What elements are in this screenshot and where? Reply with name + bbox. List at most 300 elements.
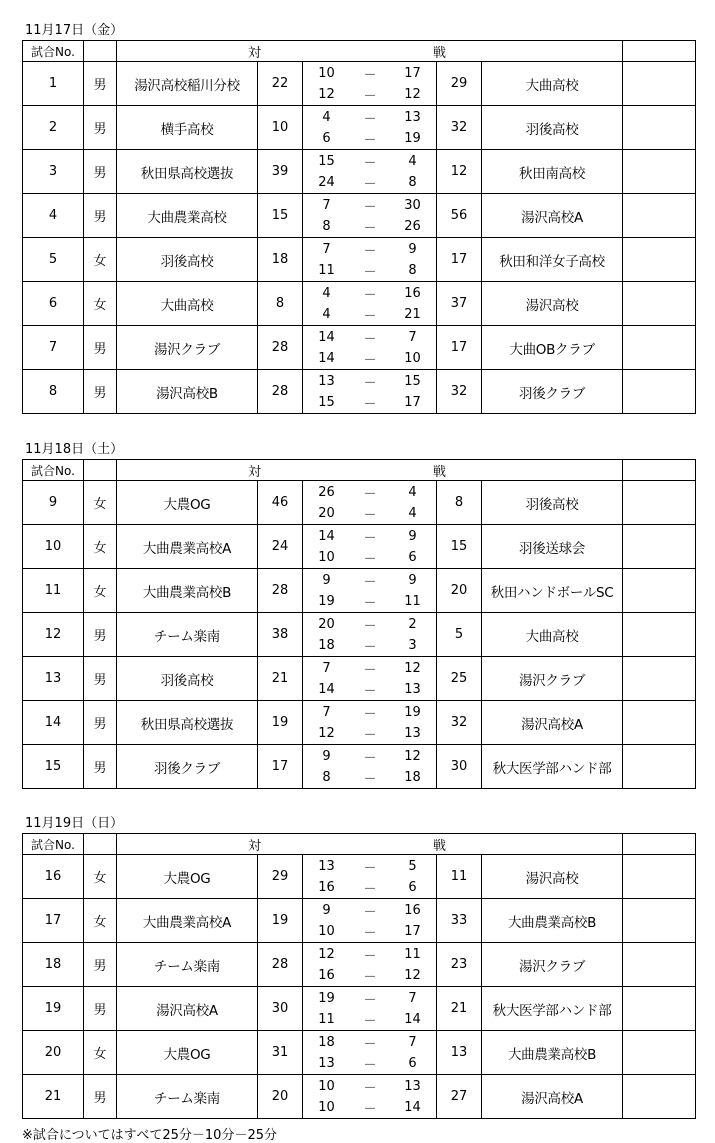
match-row (23, 62, 696, 106)
dash: － (363, 574, 377, 590)
away-team: 羽後送球会 (482, 525, 623, 569)
gender: 男 (84, 943, 117, 987)
away-team: 秋大医学部ハンド部 (482, 987, 623, 1031)
away-team: 秋田和洋女子高校 (482, 238, 623, 282)
away-score: 37 (437, 282, 482, 326)
home-score: 29 (258, 855, 303, 899)
second-half-score (303, 392, 436, 413)
half-away-score: 7 (408, 990, 417, 1006)
day-title: 11月18日（土） (25, 442, 124, 457)
home-score: 10 (258, 106, 303, 150)
home-team: 大農OG (117, 855, 258, 899)
half-home-score: 26 (318, 484, 335, 500)
half-home-score: 18 (318, 637, 335, 653)
half-home-score: 13 (318, 1055, 335, 1071)
half-away-score: 16 (404, 902, 421, 918)
match-no: 12 (23, 613, 84, 657)
away-team: 大曲高校 (482, 62, 623, 106)
gender: 男 (84, 370, 117, 414)
dash: － (363, 220, 377, 236)
match-row (23, 194, 696, 238)
away-score: 30 (437, 745, 482, 789)
dash: － (363, 683, 377, 699)
second-half-score (303, 1053, 436, 1074)
away-team: 湯沢高校A (482, 701, 623, 745)
half-home-score: 13 (318, 373, 335, 389)
dash: － (363, 132, 377, 148)
half-home-score: 15 (318, 394, 335, 410)
away-team: 羽後高校 (482, 481, 623, 525)
half-home-score: 8 (322, 769, 331, 785)
dash: － (363, 507, 377, 523)
half-scores (303, 943, 437, 987)
match-row (23, 701, 696, 745)
away-score: 23 (437, 943, 482, 987)
day-section (22, 815, 695, 1119)
dash: － (363, 750, 377, 766)
half-away-score: 13 (404, 681, 421, 697)
footnote: ※試合についてはすべて25分－10分－25分 (22, 1128, 277, 1143)
home-team: 大農OG (117, 1031, 258, 1075)
home-team: 大曲高校 (117, 282, 258, 326)
half-home-score: 10 (318, 549, 335, 565)
half-scores (303, 106, 437, 150)
header-vs (117, 460, 623, 481)
gender: 男 (84, 701, 117, 745)
header-vs-right: 戦 (433, 465, 447, 480)
home-score: 28 (258, 370, 303, 414)
dash: － (363, 1057, 377, 1073)
half-scores (303, 62, 437, 106)
half-home-score: 12 (318, 946, 335, 962)
half-away-score: 6 (408, 549, 417, 565)
home-score: 8 (258, 282, 303, 326)
second-half-score (303, 635, 436, 656)
half-home-score: 12 (318, 86, 335, 102)
match-no: 17 (23, 899, 84, 943)
half-away-score: 8 (408, 262, 417, 278)
second-half-score (303, 921, 436, 942)
half-away-score: 4 (408, 505, 417, 521)
header-vs-left: 対 (248, 46, 262, 61)
dash: － (363, 551, 377, 567)
header-row (23, 834, 696, 855)
half-scores (303, 569, 437, 613)
half-scores (303, 1075, 437, 1119)
half-scores (303, 370, 437, 414)
remarks (623, 525, 696, 569)
gender: 男 (84, 150, 117, 194)
home-team: 湯沢高校稲川分校 (117, 62, 258, 106)
schedule-table (22, 40, 696, 414)
half-away-score: 15 (404, 373, 421, 389)
dash: － (363, 396, 377, 412)
home-team: 大曲農業高校 (117, 194, 258, 238)
second-half-score (303, 1097, 436, 1118)
home-team: 羽後クラブ (117, 745, 258, 789)
half-home-score: 13 (318, 858, 335, 874)
dash: － (363, 618, 377, 634)
first-half-score (303, 658, 436, 679)
half-away-score: 9 (408, 528, 417, 544)
away-team: 羽後クラブ (482, 370, 623, 414)
away-team: 湯沢高校A (482, 1075, 623, 1119)
half-home-score: 9 (322, 902, 331, 918)
away-score: 5 (437, 613, 482, 657)
gender: 男 (84, 745, 117, 789)
half-scores (303, 987, 437, 1031)
home-score: 15 (258, 194, 303, 238)
match-row (23, 569, 696, 613)
first-half-score (303, 746, 436, 767)
half-away-score: 11 (404, 946, 421, 962)
match-no: 19 (23, 987, 84, 1031)
away-team: 湯沢クラブ (482, 943, 623, 987)
match-row (23, 899, 696, 943)
second-half-score (303, 304, 436, 325)
match-no: 8 (23, 370, 84, 414)
remarks (623, 238, 696, 282)
first-half-score (303, 944, 436, 965)
first-half-score (303, 988, 436, 1009)
home-team: 大曲農業高校A (117, 525, 258, 569)
half-scores (303, 1031, 437, 1075)
half-scores (303, 657, 437, 701)
dash: － (363, 199, 377, 215)
half-away-score: 9 (408, 241, 417, 257)
half-scores (303, 745, 437, 789)
second-half-score (303, 172, 436, 193)
dash: － (363, 530, 377, 546)
away-score: 8 (437, 481, 482, 525)
remarks (623, 657, 696, 701)
half-scores (303, 150, 437, 194)
half-away-score: 26 (404, 218, 421, 234)
away-score: 32 (437, 106, 482, 150)
match-row (23, 1075, 696, 1119)
away-team: 大曲農業高校B (482, 1031, 623, 1075)
header-blank (84, 460, 117, 481)
second-half-score (303, 591, 436, 612)
home-team: 羽後高校 (117, 657, 258, 701)
half-away-score: 11 (404, 593, 421, 609)
gender: 女 (84, 1031, 117, 1075)
half-home-score: 15 (318, 153, 335, 169)
home-team: 大曲農業高校A (117, 899, 258, 943)
remarks (623, 943, 696, 987)
half-scores (303, 613, 437, 657)
dash: － (363, 771, 377, 787)
home-team: チーム楽南 (117, 943, 258, 987)
half-away-score: 12 (404, 748, 421, 764)
home-team: 大曲農業高校B (117, 569, 258, 613)
away-score: 17 (437, 326, 482, 370)
second-half-score (303, 679, 436, 700)
home-score: 28 (258, 326, 303, 370)
away-score: 13 (437, 1031, 482, 1075)
half-away-score: 4 (408, 153, 417, 169)
away-team: 大曲農業高校B (482, 899, 623, 943)
half-away-score: 6 (408, 1055, 417, 1071)
half-home-score: 14 (318, 528, 335, 544)
remarks (623, 899, 696, 943)
half-away-score: 12 (404, 660, 421, 676)
home-score: 38 (258, 613, 303, 657)
dash: － (363, 595, 377, 611)
home-score: 46 (258, 481, 303, 525)
half-away-score: 5 (408, 858, 417, 874)
gender: 男 (84, 194, 117, 238)
half-away-score: 8 (408, 174, 417, 190)
first-half-score (303, 702, 436, 723)
half-away-score: 17 (404, 394, 421, 410)
half-away-score: 10 (404, 350, 421, 366)
away-score: 21 (437, 987, 482, 1031)
header-vs-right: 戦 (433, 46, 447, 61)
away-score: 25 (437, 657, 482, 701)
match-no: 13 (23, 657, 84, 701)
dash: － (363, 331, 377, 347)
home-team: チーム楽南 (117, 613, 258, 657)
half-home-score: 8 (322, 218, 331, 234)
match-no: 16 (23, 855, 84, 899)
half-away-score: 12 (404, 967, 421, 983)
gender: 男 (84, 657, 117, 701)
dash: － (363, 948, 377, 964)
match-row (23, 943, 696, 987)
remarks (623, 569, 696, 613)
away-team: 湯沢クラブ (482, 657, 623, 701)
day-section (22, 441, 695, 789)
half-home-score: 11 (318, 262, 335, 278)
home-score: 19 (258, 899, 303, 943)
half-away-score: 19 (404, 704, 421, 720)
away-score: 56 (437, 194, 482, 238)
first-half-score (303, 570, 436, 591)
remarks (623, 62, 696, 106)
second-half-score (303, 348, 436, 369)
gender: 女 (84, 238, 117, 282)
match-row (23, 370, 696, 414)
away-score: 15 (437, 525, 482, 569)
first-half-score (303, 371, 436, 392)
match-no: 14 (23, 701, 84, 745)
dash: － (363, 969, 377, 985)
half-away-score: 16 (404, 285, 421, 301)
day-title: 11月19日（日） (25, 816, 124, 831)
away-team: 秋大医学部ハンド部 (482, 745, 623, 789)
half-scores (303, 326, 437, 370)
dash: － (363, 727, 377, 743)
dash: － (363, 287, 377, 303)
match-row (23, 657, 696, 701)
match-row (23, 987, 696, 1031)
dash: － (363, 243, 377, 259)
half-home-score: 14 (318, 329, 335, 345)
remarks (623, 701, 696, 745)
home-team: 秋田県高校選抜 (117, 701, 258, 745)
second-half-score (303, 547, 436, 568)
remarks (623, 745, 696, 789)
match-no: 11 (23, 569, 84, 613)
dash: － (363, 639, 377, 655)
match-row (23, 525, 696, 569)
match-no: 1 (23, 62, 84, 106)
half-home-score: 10 (318, 923, 335, 939)
away-score: 20 (437, 569, 482, 613)
dash: － (363, 1013, 377, 1029)
half-home-score: 19 (318, 593, 335, 609)
remarks (623, 150, 696, 194)
first-half-score (303, 239, 436, 260)
home-score: 39 (258, 150, 303, 194)
match-row (23, 613, 696, 657)
gender: 男 (84, 106, 117, 150)
remarks (623, 370, 696, 414)
dash: － (363, 1036, 377, 1052)
dash: － (363, 111, 377, 127)
header-row (23, 41, 696, 62)
match-row (23, 855, 696, 899)
half-home-score: 6 (322, 130, 331, 146)
gender: 女 (84, 282, 117, 326)
dash: － (363, 155, 377, 171)
half-away-score: 18 (404, 769, 421, 785)
second-half-score (303, 965, 436, 986)
match-row (23, 106, 696, 150)
schedule-table (22, 833, 696, 1119)
away-score: 29 (437, 62, 482, 106)
remarks (623, 326, 696, 370)
first-half-score (303, 195, 436, 216)
first-half-score (303, 107, 436, 128)
half-scores (303, 282, 437, 326)
dash: － (363, 176, 377, 192)
dash: － (363, 308, 377, 324)
second-half-score (303, 260, 436, 281)
dash: － (363, 662, 377, 678)
gender: 女 (84, 855, 117, 899)
home-score: 28 (258, 569, 303, 613)
match-no: 20 (23, 1031, 84, 1075)
first-half-score (303, 526, 436, 547)
dash: － (363, 992, 377, 1008)
half-away-score: 7 (408, 329, 417, 345)
half-home-score: 9 (322, 572, 331, 588)
match-no: 21 (23, 1075, 84, 1119)
home-team: 羽後高校 (117, 238, 258, 282)
first-half-score (303, 283, 436, 304)
half-away-score: 12 (404, 86, 421, 102)
match-row (23, 150, 696, 194)
half-home-score: 7 (322, 704, 331, 720)
dash: － (363, 1101, 377, 1117)
dash: － (363, 67, 377, 83)
half-home-score: 4 (322, 109, 331, 125)
remarks (623, 106, 696, 150)
header-match-no: 試合No. (23, 460, 84, 481)
first-half-score (303, 482, 436, 503)
dash: － (363, 375, 377, 391)
first-half-score (303, 327, 436, 348)
away-team: 大曲OBクラブ (482, 326, 623, 370)
away-team: 湯沢高校A (482, 194, 623, 238)
match-no: 2 (23, 106, 84, 150)
half-away-score: 9 (408, 572, 417, 588)
second-half-score (303, 128, 436, 149)
second-half-score (303, 503, 436, 524)
remarks (623, 613, 696, 657)
match-row (23, 238, 696, 282)
gender: 女 (84, 899, 117, 943)
remarks (623, 194, 696, 238)
half-home-score: 10 (318, 1099, 335, 1115)
match-no: 10 (23, 525, 84, 569)
match-no: 18 (23, 943, 84, 987)
dash: － (363, 486, 377, 502)
match-no: 6 (23, 282, 84, 326)
away-team: 羽後高校 (482, 106, 623, 150)
second-half-score (303, 84, 436, 105)
away-score: 27 (437, 1075, 482, 1119)
gender: 女 (84, 525, 117, 569)
away-score: 32 (437, 701, 482, 745)
home-score: 21 (258, 657, 303, 701)
match-no: 3 (23, 150, 84, 194)
first-half-score (303, 1076, 436, 1097)
match-row (23, 745, 696, 789)
half-home-score: 20 (318, 505, 335, 521)
half-home-score: 20 (318, 616, 335, 632)
half-home-score: 4 (322, 306, 331, 322)
home-score: 30 (258, 987, 303, 1031)
away-team: 秋田南高校 (482, 150, 623, 194)
half-away-score: 13 (404, 725, 421, 741)
away-score: 17 (437, 238, 482, 282)
first-half-score (303, 1032, 436, 1053)
home-team: 秋田県高校選抜 (117, 150, 258, 194)
half-home-score: 10 (318, 1078, 335, 1094)
day-section (22, 22, 695, 414)
away-score: 12 (437, 150, 482, 194)
half-away-score: 19 (404, 130, 421, 146)
header-vs (117, 834, 623, 855)
home-team: 横手高校 (117, 106, 258, 150)
half-away-score: 2 (408, 616, 417, 632)
header-match-no: 試合No. (23, 41, 84, 62)
dash: － (363, 1080, 377, 1096)
match-no: 15 (23, 745, 84, 789)
half-home-score: 4 (322, 285, 331, 301)
match-row (23, 481, 696, 525)
half-home-score: 14 (318, 350, 335, 366)
away-team: 湯沢高校 (482, 855, 623, 899)
half-scores (303, 525, 437, 569)
home-score: 18 (258, 238, 303, 282)
home-team: 湯沢高校A (117, 987, 258, 1031)
home-score: 20 (258, 1075, 303, 1119)
dash: － (363, 706, 377, 722)
remarks (623, 1031, 696, 1075)
first-half-score (303, 856, 436, 877)
match-no: 7 (23, 326, 84, 370)
header-vs-right: 戦 (433, 839, 447, 854)
half-away-score: 7 (408, 1034, 417, 1050)
home-score: 24 (258, 525, 303, 569)
dash: － (363, 88, 377, 104)
half-away-score: 4 (408, 484, 417, 500)
header-blank (84, 41, 117, 62)
